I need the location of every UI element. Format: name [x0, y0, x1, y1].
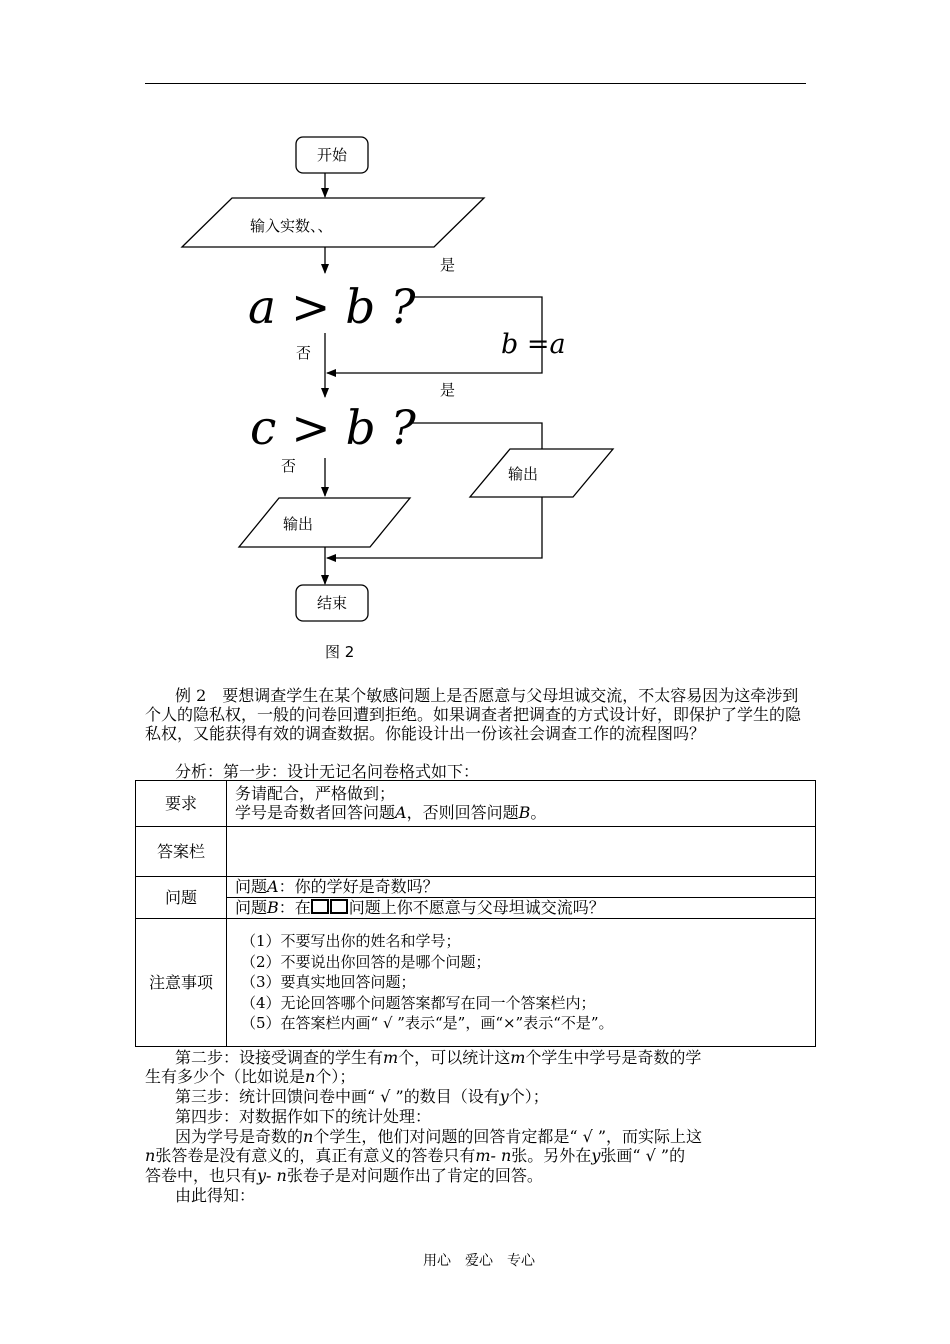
output-left-label: 输出 [283, 515, 314, 533]
requirements-row [136, 781, 816, 827]
step2-line-2 [145, 1067, 355, 1086]
var-n: n [303, 1127, 314, 1146]
requirements-line-2 [235, 803, 807, 822]
yes-branch-2 [412, 423, 542, 449]
note-item: （2）不要说出你回答的是哪个问题； [241, 952, 491, 971]
reason-text-c: 张答卷是没有意义的，真正有意义的答卷只有 [155, 1146, 476, 1165]
note-item: （4）无论回答哪个问题答案都写在同一个答案栏内； [241, 993, 596, 1012]
var-n: n [145, 1146, 156, 1165]
step2-text-d: 生有多少个（比如说是 [145, 1067, 306, 1086]
end-label: 结束 [316, 594, 348, 612]
step2-text-a: 第二步：设接受调查的学生有 [175, 1048, 384, 1067]
var-a: A [395, 803, 407, 822]
step2-line-1 [175, 1048, 701, 1067]
note-item: （3）要真实地回答问题； [241, 973, 416, 991]
question-label: 问题 [136, 877, 227, 919]
question-b-row [136, 898, 816, 919]
question-b-text: 问题上你不愿意与父母坦诚交流吗？ [348, 898, 605, 917]
analysis-line: 分析：第一步：设计无记名问卷格式如下： [175, 762, 480, 781]
blank-box-icon [311, 899, 329, 914]
flowchart [0, 0, 950, 670]
question-b-var: B [267, 898, 279, 917]
var-y: y [591, 1146, 601, 1165]
question-a-cell [227, 877, 816, 898]
step3-text-b: 个）； [508, 1087, 549, 1106]
requirements-line-1: 务请配合，严格做到； [235, 784, 396, 803]
requirements-label: 要求 [136, 781, 227, 827]
requirements-text-c: 。 [530, 803, 547, 822]
question-b-prefix: 问题 [235, 898, 268, 917]
page-footer: 用心 爱心 专心 [423, 1253, 535, 1269]
reason-text-e: 张画“ √ ”的 [600, 1146, 686, 1165]
answer-cell [227, 827, 816, 877]
merge-line [327, 497, 542, 558]
step4-line: 第四步：对数据作如下的统计处理： [175, 1107, 432, 1126]
start-label: 开始 [316, 146, 348, 164]
reason-line-1 [175, 1127, 702, 1146]
output-right-parallelogram [470, 449, 613, 497]
var-m: m [383, 1048, 399, 1067]
note-item: （5）在答案栏内画“ √ ”表示“是”，画“×”表示“不是”。 [241, 1014, 614, 1032]
question-a-text: ：你的学好是奇数吗？ [278, 877, 439, 896]
reason-text-a: 因为学号是奇数的 [175, 1127, 304, 1146]
question-b-cell [227, 898, 816, 919]
notes-label: 注意事项 [136, 919, 227, 1047]
input-parallelogram [182, 198, 484, 247]
note-item: （1）不要写出你的姓名和学号； [241, 932, 461, 950]
survey-table [135, 780, 816, 1047]
var-y-minus-n: y- n [257, 1166, 287, 1185]
step3-line [175, 1087, 549, 1106]
question-a-row [136, 877, 816, 898]
blank-box-icon [330, 899, 348, 914]
requirements-text-a: 学号是奇数者回答问题 [235, 803, 396, 822]
notes-cell [227, 919, 816, 1047]
answer-label: 答案栏 [136, 827, 227, 877]
output-left-parallelogram [239, 498, 410, 547]
var-b: B [518, 803, 531, 822]
var-m-minus-n: m- n [475, 1146, 512, 1165]
question-a-prefix: 问题 [235, 877, 268, 896]
example-paragraph: 例 2 要想调查学生在某个敏感问题上是否愿意与父母坦诚交流，不太容易因为这牵涉到个人的隐私权，一般的问卷回遭到拒绝。如果调查者把调查的方式设计好，即保护了学生的隐私权，又能获得有效的调查数据。你能设计出一份该社会调查工作的流程图吗？ [145, 686, 802, 743]
reason-text-f: 答卷中，也只有 [145, 1166, 258, 1185]
reason-text-b: 个学生，他们对问题的回答肯定都是“ √ ”，而实际上这 [313, 1127, 703, 1146]
question-b-mid: ：在 [278, 898, 311, 917]
no-label-1: 否 [296, 344, 312, 362]
var-n: n [305, 1067, 316, 1086]
reason-text-g: 张卷子是对问题作出了肯定的回答。 [286, 1166, 543, 1185]
reason-line-3 [145, 1166, 543, 1185]
step3-text-a: 第三步：统计回馈问卷中画“ √ ”的数目（设有 [175, 1087, 500, 1106]
var-y: y [499, 1087, 509, 1106]
step2-text-c: 个学生中学号是奇数的学 [525, 1048, 702, 1067]
assignment: b =a [501, 329, 566, 360]
step2-text-b: 个，可以统计这 [398, 1048, 511, 1067]
yes-label-2: 是 [440, 381, 456, 399]
requirements-cell [227, 781, 816, 827]
reason-text-d: 张。另外在 [511, 1146, 592, 1165]
input-label: 输入实数、、 [250, 217, 333, 235]
figure-caption: 图 2 [325, 643, 355, 661]
condition-1: a > b ? [248, 280, 416, 335]
output-right-label: 输出 [508, 465, 539, 483]
condition-2: c > b ? [250, 401, 416, 456]
reason-line-2 [145, 1146, 685, 1165]
step2-text-e: 个）； [315, 1067, 356, 1086]
notes-row [136, 919, 816, 1047]
answer-row [136, 827, 816, 877]
question-a-var: A [267, 877, 279, 896]
conclusion-line: 由此得知： [175, 1186, 256, 1205]
yes-label-1: 是 [440, 256, 456, 274]
requirements-text-b: ，否则回答问题 [406, 803, 519, 822]
var-m: m [510, 1048, 526, 1067]
no-label-2: 否 [281, 457, 297, 475]
